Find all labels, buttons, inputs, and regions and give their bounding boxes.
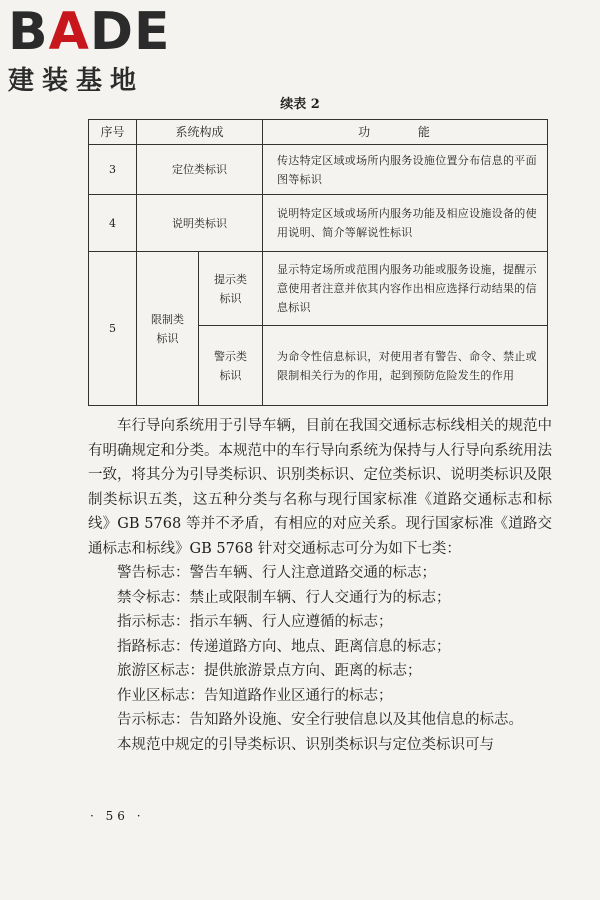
logo-mark: BADE [8,2,171,62]
sign-system-table [88,119,548,406]
row-index: 4 [89,195,137,252]
row-group-name: 限制类标识 [137,252,199,406]
row-index: 5 [89,252,137,406]
logo-subtitle: 建装基地 [8,66,145,96]
paragraph: 车行导向系统用于引导车辆，目前在我国交通标志标线相关的规范中有明确规定和分类。本规范中的车行导向系统为保持与人行导向系统用法一致，将其分为引导类标识、识别类标识、定位类标识、说明类标识及限制类标识五类，这五种分类与名称与现行国家标准《道路交通标志和标线》GB 5768 等并不矛盾，有相应的对应关系。现行国家标准《道路交通标志和标线》GB 5768 针对交通标志可分为如下七类： [88,418,552,557]
row-subsystem-name: 提示类标识 [199,252,263,326]
list-item: 作业区标志：告知道路作业区通行的标志； [117,687,393,704]
list-item: 旅游区标志：提供旅游景点方向、距离的标志； [117,663,422,679]
list-item: 指路标志：传递道路方向、地点、距离信息的标志； [117,638,451,655]
body-text [88,414,552,757]
paragraph: 本规范中规定的引导类标识、识别类标识与定位类标识可与 [117,736,494,753]
header-function: 功 能 [263,120,548,145]
row-system-name: 说明类标识 [137,195,263,252]
table-header-row [89,120,548,145]
row-index: 3 [89,145,137,195]
row-subsystem-name: 警示类标识 [199,326,263,406]
header-index: 序号 [89,120,137,145]
row-function: 说明特定区域或场所内服务功能及相应设施设备的使用说明、简介等解说性标识 [263,195,548,252]
list-item: 告示标志：告知路外设施、安全行驶信息以及其他信息的标志。 [117,712,523,728]
header-system: 系统构成 [137,120,263,145]
table-row [89,145,548,195]
list-item: 禁令标志：禁止或限制车辆、行人交通行为的标志； [117,589,451,606]
row-function: 显示特定场所或范围内服务功能或服务设施，提醒示意使用者注意并依其内容作出相应选择行动结果的信息标识 [263,252,548,326]
row-system-name: 定位类标识 [137,145,263,195]
list-item: 警告标志：警告车辆、行人注意道路交通的标志； [117,565,436,581]
table-row [89,252,548,326]
list-item: 指示标志：指示车辆、行人应遵循的标志； [117,614,393,630]
logo [8,2,178,96]
row-function: 传达特定区域或场所内服务设施位置分布信息的平面图等标识 [263,145,548,195]
row-function: 为命令性信息标识，对使用者有警告、命令、禁止或限制相关行为的作用，起到预防危险发生的作用 [263,326,548,406]
page-number: · 56 · [90,809,145,823]
logo-accent-letter: A [48,2,90,62]
table-row [89,195,548,252]
table-caption: 续表 2 [280,97,320,112]
